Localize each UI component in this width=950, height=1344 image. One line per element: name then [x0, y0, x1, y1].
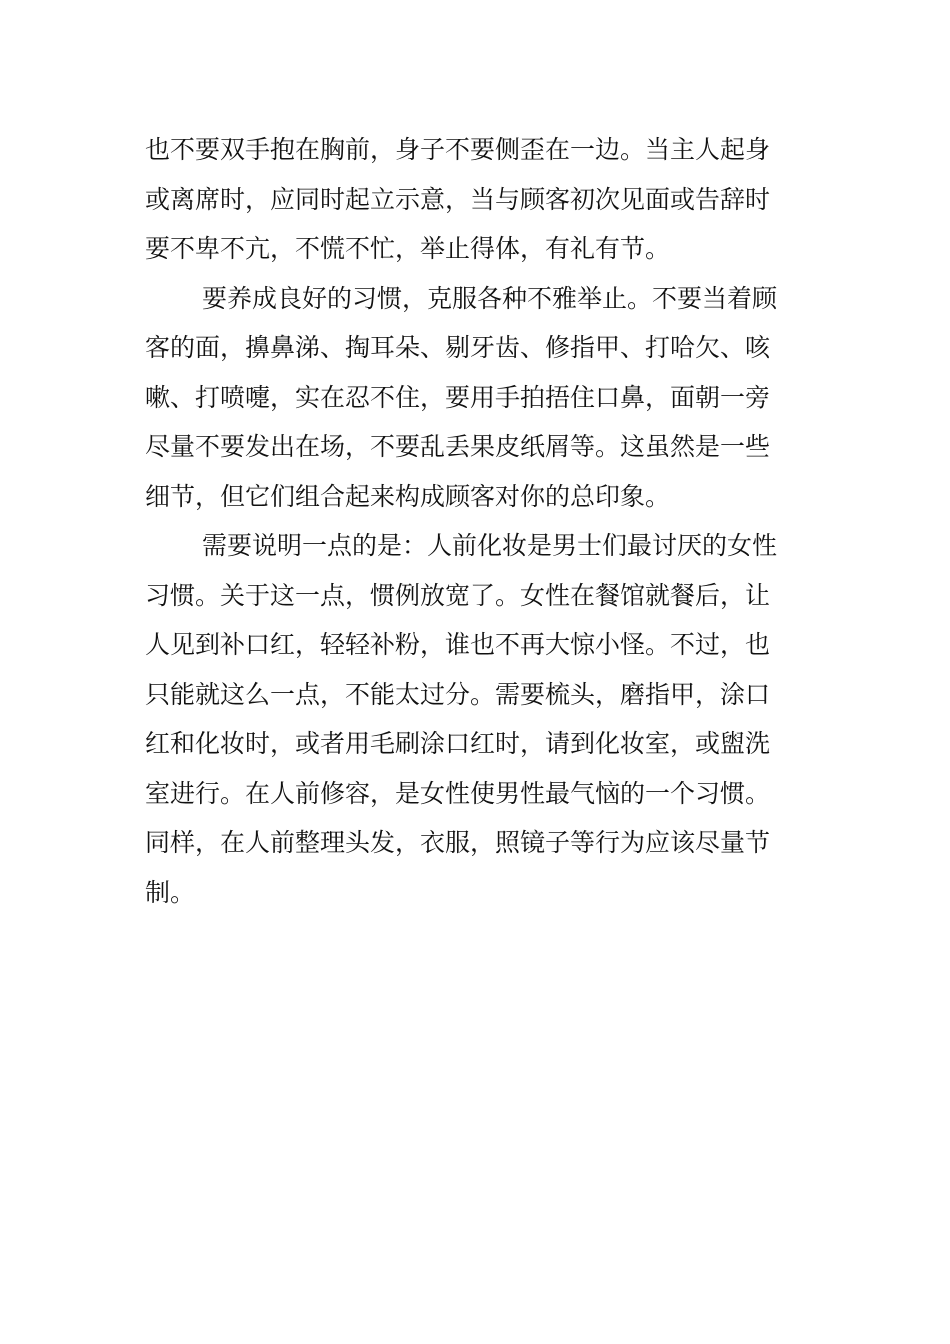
paragraph-3 [145, 521, 810, 917]
text-line: 或离席时，应同时起立示意，当与顾客初次见面或告辞时 [145, 184, 771, 214]
text-line: 客的面，擤鼻涕、掏耳朵、剔牙齿、修指甲、打哈欠、咳 [145, 333, 771, 362]
text-line: 红和化妆时，或者用毛刷涂口红时，请到化妆室，或盥洗 [145, 729, 771, 758]
document-body [145, 125, 810, 917]
text-line: 只能就这么一点，不能太过分。需要梳头，磨指甲，涂口 [145, 679, 771, 709]
text-line: 制。 [145, 877, 196, 907]
text-line: 同样，在人前整理头发，衣服，照镜子等行为应该尽量节 [145, 828, 771, 857]
text-line: 习惯。关于这一点，惯例放宽了。女性在餐馆就餐后，让 [145, 580, 771, 610]
text-line: 人见到补口红，轻轻补粉，谁也不再大惊小怪。不过，也 [145, 630, 771, 659]
text-line: 嗽、打喷嚏，实在忍不住，要用手拍捂住口鼻，面朝一旁 [145, 382, 771, 412]
text-line: 要不卑不亢，不慌不忙，举止得体，有礼有节。 [145, 234, 671, 263]
text-line: 室进行。在人前修容，是女性使男性最气恼的一个习惯。 [145, 778, 771, 808]
text-line: 要养成良好的习惯，克服各种不雅举止。不要当着顾 [202, 283, 778, 313]
text-line: 需要说明一点的是：人前化妆是男士们最讨厌的女性 [202, 531, 778, 560]
paragraph-1 [145, 125, 810, 274]
paragraph-2 [145, 274, 810, 522]
text-line: 细节，但它们组合起来构成顾客对你的总印象。 [145, 481, 671, 511]
text-line: 也不要双手抱在胸前，身子不要侧歪在一边。当主人起身 [145, 135, 771, 164]
text-line: 尽量不要发出在场，不要乱丢果皮纸屑等。这虽然是一些 [145, 432, 771, 461]
